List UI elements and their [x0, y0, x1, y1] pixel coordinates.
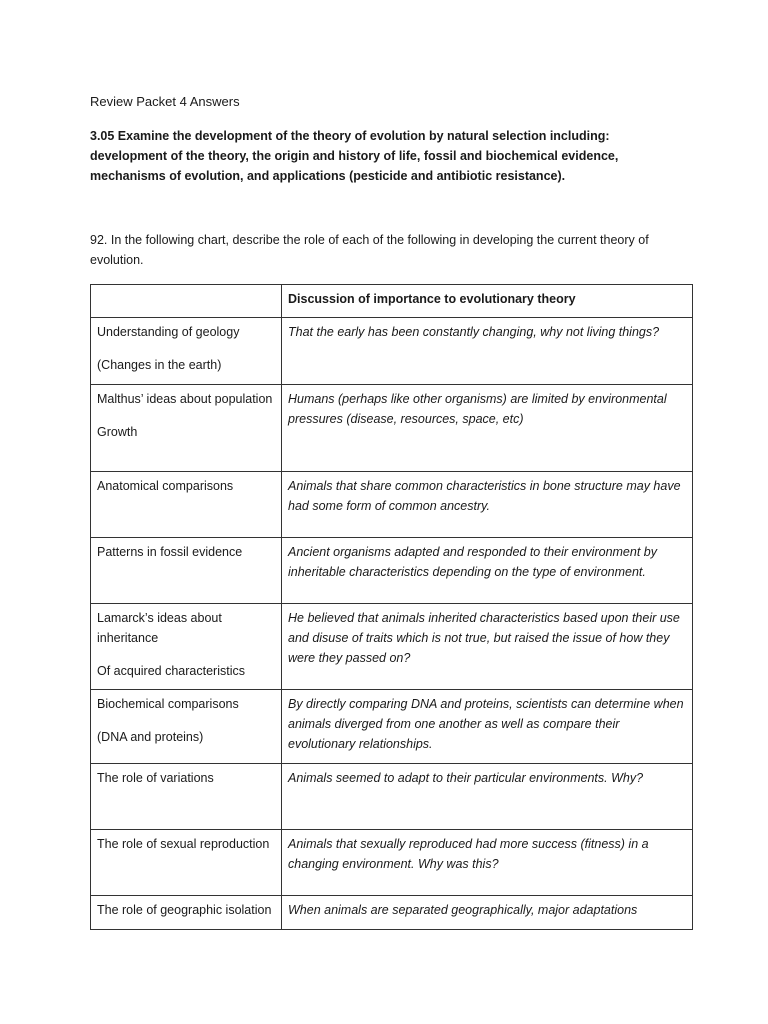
topic-line: Anatomical comparisons: [97, 479, 234, 493]
discussion-cell: Animals that share common characteristics in bone structure may have had some form of common ancestry.: [282, 472, 693, 538]
topic-line: Patterns in fossil evidence: [97, 545, 243, 559]
question-prompt: 92. In the following chart, describe the role of each of the following in developing the current theory of evolution.: [90, 233, 649, 267]
page-title: Review Packet 4 Answers: [90, 94, 240, 109]
topic-line: Understanding of geology: [97, 325, 240, 339]
topic-line: Growth: [97, 425, 138, 439]
topic-line: (DNA and proteins): [97, 730, 204, 744]
topic-cell: [91, 472, 282, 538]
standard-statement: 3.05 Examine the development of the theory of evolution by natural selection including: development of the theory, the origin and history of life, fossil and biochemical evidence, mechanisms of evolution, and applications (pesticide and antibiotic resistance).: [90, 129, 619, 183]
header-topic-cell: [91, 285, 282, 318]
topic-cell: [91, 538, 282, 604]
topic-cell: [91, 764, 282, 830]
table-row: [91, 318, 693, 385]
topic-line: The role of variations: [97, 771, 214, 785]
discussion-cell: That the early has been constantly changing, why not living things?: [282, 318, 693, 385]
table-row: [91, 385, 693, 472]
table-row: [91, 538, 693, 604]
topic-cell: [91, 830, 282, 896]
topic-line: (Changes in the earth): [97, 358, 222, 372]
evolution-chart-table: [90, 284, 693, 930]
topic-line: The role of geographic isolation: [97, 903, 272, 917]
topic-cell: [91, 385, 282, 472]
topic-line: Malthus’ ideas about population: [97, 392, 273, 406]
table-row: [91, 896, 693, 930]
table-row: [91, 690, 693, 764]
header-discussion-cell: Discussion of importance to evolutionary theory: [282, 285, 693, 318]
topic-cell: [91, 896, 282, 930]
discussion-cell: He believed that animals inherited characteristics based upon their use and disuse of traits which is not true, but raised the issue of how they were they passed on?: [282, 604, 693, 690]
topic-cell: [91, 604, 282, 690]
discussion-cell: Ancient organisms adapted and responded to their environment by inheritable characteristics depending on the type of environment.: [282, 538, 693, 604]
table-row: [91, 472, 693, 538]
topic-line: Biochemical comparisons: [97, 697, 239, 711]
table-row: [91, 830, 693, 896]
topic-cell: [91, 318, 282, 385]
discussion-cell: Animals that sexually reproduced had more success (fitness) in a changing environment. Why was this?: [282, 830, 693, 896]
table-row: [91, 764, 693, 830]
discussion-cell: Humans (perhaps like other organisms) are limited by environmental pressures (disease, resources, space, etc): [282, 385, 693, 472]
topic-line: Lamarck’s ideas about inheritance: [97, 611, 222, 645]
table-row: [91, 604, 693, 690]
topic-line: Of acquired characteristics: [97, 664, 245, 678]
discussion-cell: When animals are separated geographically, major adaptations: [282, 896, 693, 930]
topic-cell: [91, 690, 282, 764]
topic-line: The role of sexual reproduction: [97, 837, 270, 851]
table-header-row: [91, 285, 693, 318]
discussion-cell: Animals seemed to adapt to their particular environments. Why?: [282, 764, 693, 830]
discussion-cell: By directly comparing DNA and proteins, scientists can determine when animals diverged from one another as well as compare their evolutionary relationships.: [282, 690, 693, 764]
